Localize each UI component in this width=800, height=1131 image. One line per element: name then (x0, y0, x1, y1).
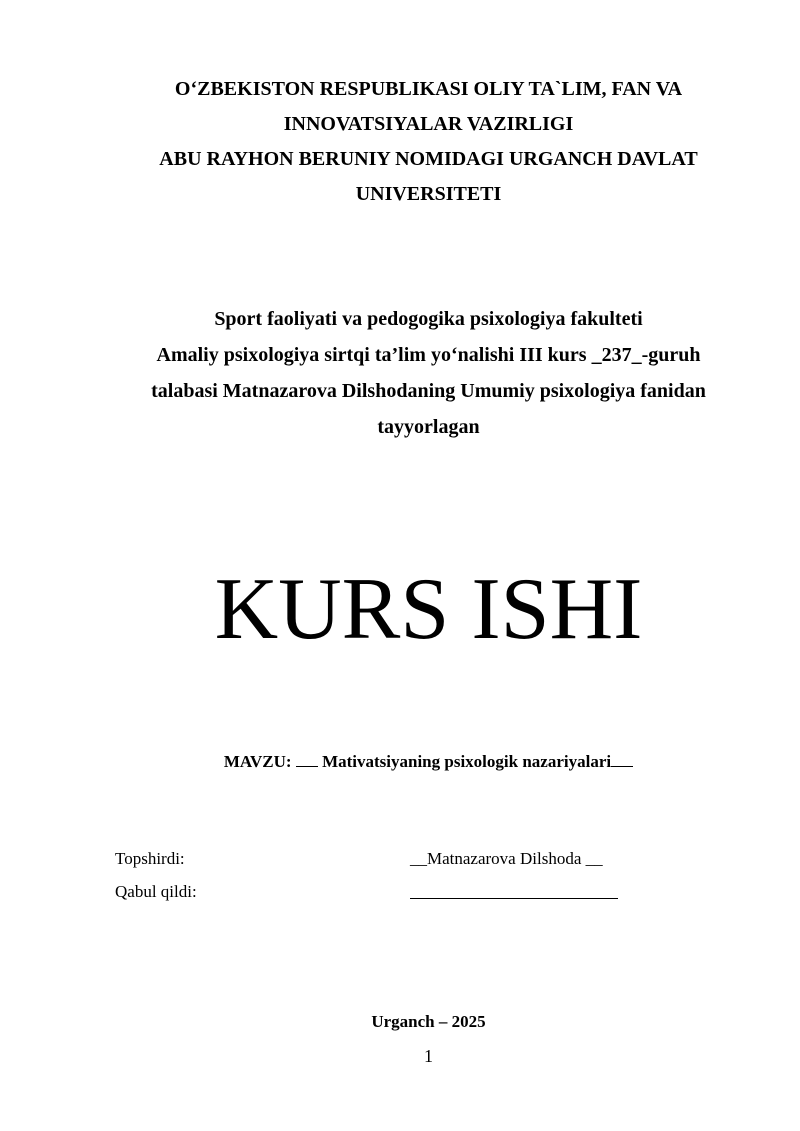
topic-line (100, 748, 757, 776)
faculty-line-1: Sport faoliyati va pedogogika psixologiya fakulteti (214, 308, 643, 330)
accepted-signature-line (410, 880, 618, 906)
university-line-1: ABU RAYHON BERUNIY NOMIDAGI URGANCH DAVLAT (159, 148, 698, 170)
topic-label: MAVZU: (223, 752, 292, 771)
ministry-line-1: O‘ZBEKISTON RESPUBLIKASI OLIY TA`LIM, FAN VA (174, 78, 683, 100)
ministry-line-2: INNOVATSIYALAR VAZIRLIGI (283, 113, 574, 135)
submitted-value: __Matnazarova Dilshoda __ (410, 849, 603, 868)
submitted-label: Topshirdi: (115, 849, 185, 868)
institution-header (100, 72, 757, 212)
city-year: Urganch – 2025 (371, 1012, 486, 1031)
faculty-line-2: Amaliy psixologiya sirtqi ta’lim yo‘nalishi III kurs _237_-guruh (156, 344, 701, 366)
page-number: 1 (424, 1046, 433, 1066)
university-line-2: UNIVERSITETI (355, 183, 502, 205)
faculty-line-3: talabasi Matnazarova Dilshodaning Umumiy psixologiya fanidan (151, 380, 706, 402)
topic-underline-right (611, 752, 633, 767)
faculty-line-4: tayyorlagan (377, 416, 480, 438)
topic-underline-left (296, 752, 318, 767)
topic-text: Mativatsiyaning psixologik nazariyalari (322, 752, 612, 771)
accepted-value (410, 880, 618, 899)
faculty-block (100, 301, 757, 445)
document-title: KURS ISHI (214, 561, 643, 658)
accepted-label: Qabul qildi: (115, 882, 197, 901)
